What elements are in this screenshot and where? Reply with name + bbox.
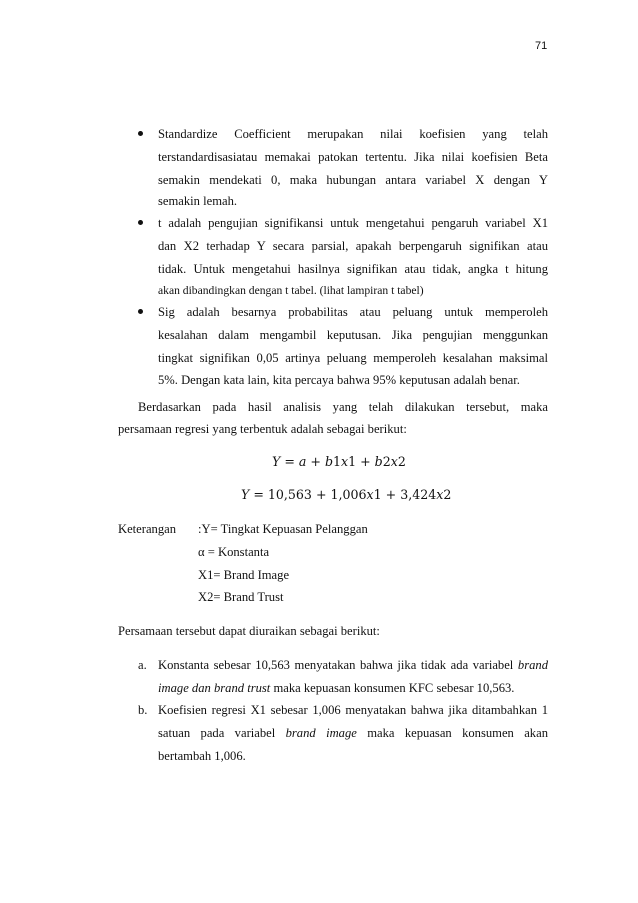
bullet-icon (138, 220, 143, 225)
regression-equation-general: 𝑌 = 𝑎 + 𝑏1𝑥1 + 𝑏2𝑥2 (272, 454, 406, 469)
bullet-2-line-3: tidak. Untuk mengetahui hasilnya signifikan atau tidak, angka t hitung (158, 262, 548, 276)
keterangan-item: α = Konstanta (198, 545, 270, 559)
keterangan-item: X1= Brand Image (198, 568, 290, 582)
keterangan-label: Keterangan (118, 522, 177, 536)
keterangan-item: :Y= Tingkat Kepuasan Pelanggan (198, 522, 368, 536)
regression-equation-values: 𝑌 = 10,563 + 1,006𝑥1 + 3,424𝑥2 (241, 487, 452, 502)
bullet-icon (138, 131, 143, 136)
list-marker-b: b. (138, 703, 148, 717)
bullet-3-line-4: 5%. Dengan kata lain, kita percaya bahwa 95% keputusan adalah benar. (158, 373, 520, 387)
list-b-line-3: bertambah 1,006. (158, 749, 246, 763)
list-a-line-1: Konstanta sebesar 10,563 menyatakan bahwa jika tidak ada variabel brand (158, 658, 548, 672)
list-marker-a: a. (138, 658, 147, 672)
bullet-2-line-1: t adalah pengujian signifikansi untuk mengetahui pengaruh variabel X1 (158, 216, 548, 230)
bullet-1-line-4: semakin lemah. (158, 194, 238, 208)
page-number: 71 (535, 40, 548, 52)
bullet-1-line-2: terstandardisasiatau memakai patokan tertentu. Jika nilai koefisien Beta (158, 150, 548, 164)
bullet-2-line-4: akan dibandingkan dengan t tabel. (lihat lampiran t tabel) (158, 284, 424, 297)
bullet-3-line-2: kesalahan dalam mengambil keputusan. Jika pengujian menggunkan (158, 328, 548, 342)
bullet-1-line-3: semakin mendekati 0, maka hubungan antara variabel X dengan Y (158, 173, 548, 187)
paragraph-1-line-1: Berdasarkan pada hasil analisis yang telah dilakukan tersebut, maka (138, 400, 548, 414)
list-a-line-2: image dan brand trust maka kepuasan konsumen KFC sebesar 10,563. (158, 681, 515, 695)
bullet-1-line-1: Standardize Coefficient merupakan nilai koefisien yang telah (158, 127, 548, 141)
list-b-line-2: satuan pada variabel brand image maka kepuasan konsumen akan (158, 726, 548, 740)
list-b-line-1: Koefisien regresi X1 sebesar 1,006 menyatakan bahwa jika ditambahkan 1 (158, 703, 548, 717)
bullet-icon (138, 309, 143, 314)
paragraph-2: Persamaan tersebut dapat diuraikan sebagai berikut: (118, 624, 380, 638)
bullet-3-line-1: Sig adalah besarnya probabilitas atau peluang untuk memperoleh (158, 305, 548, 319)
bullet-2-line-2: dan X2 terhadap Y secara parsial, apakah berpengaruh signifikan atau (158, 239, 548, 253)
keterangan-item: X2= Brand Trust (198, 590, 284, 604)
paragraph-1-line-2: persamaan regresi yang terbentuk adalah sebagai berikut: (118, 422, 407, 436)
bullet-3-line-3: tingkat signifikan 0,05 artinya peluang memperoleh kesalahan maksimal (158, 351, 548, 365)
